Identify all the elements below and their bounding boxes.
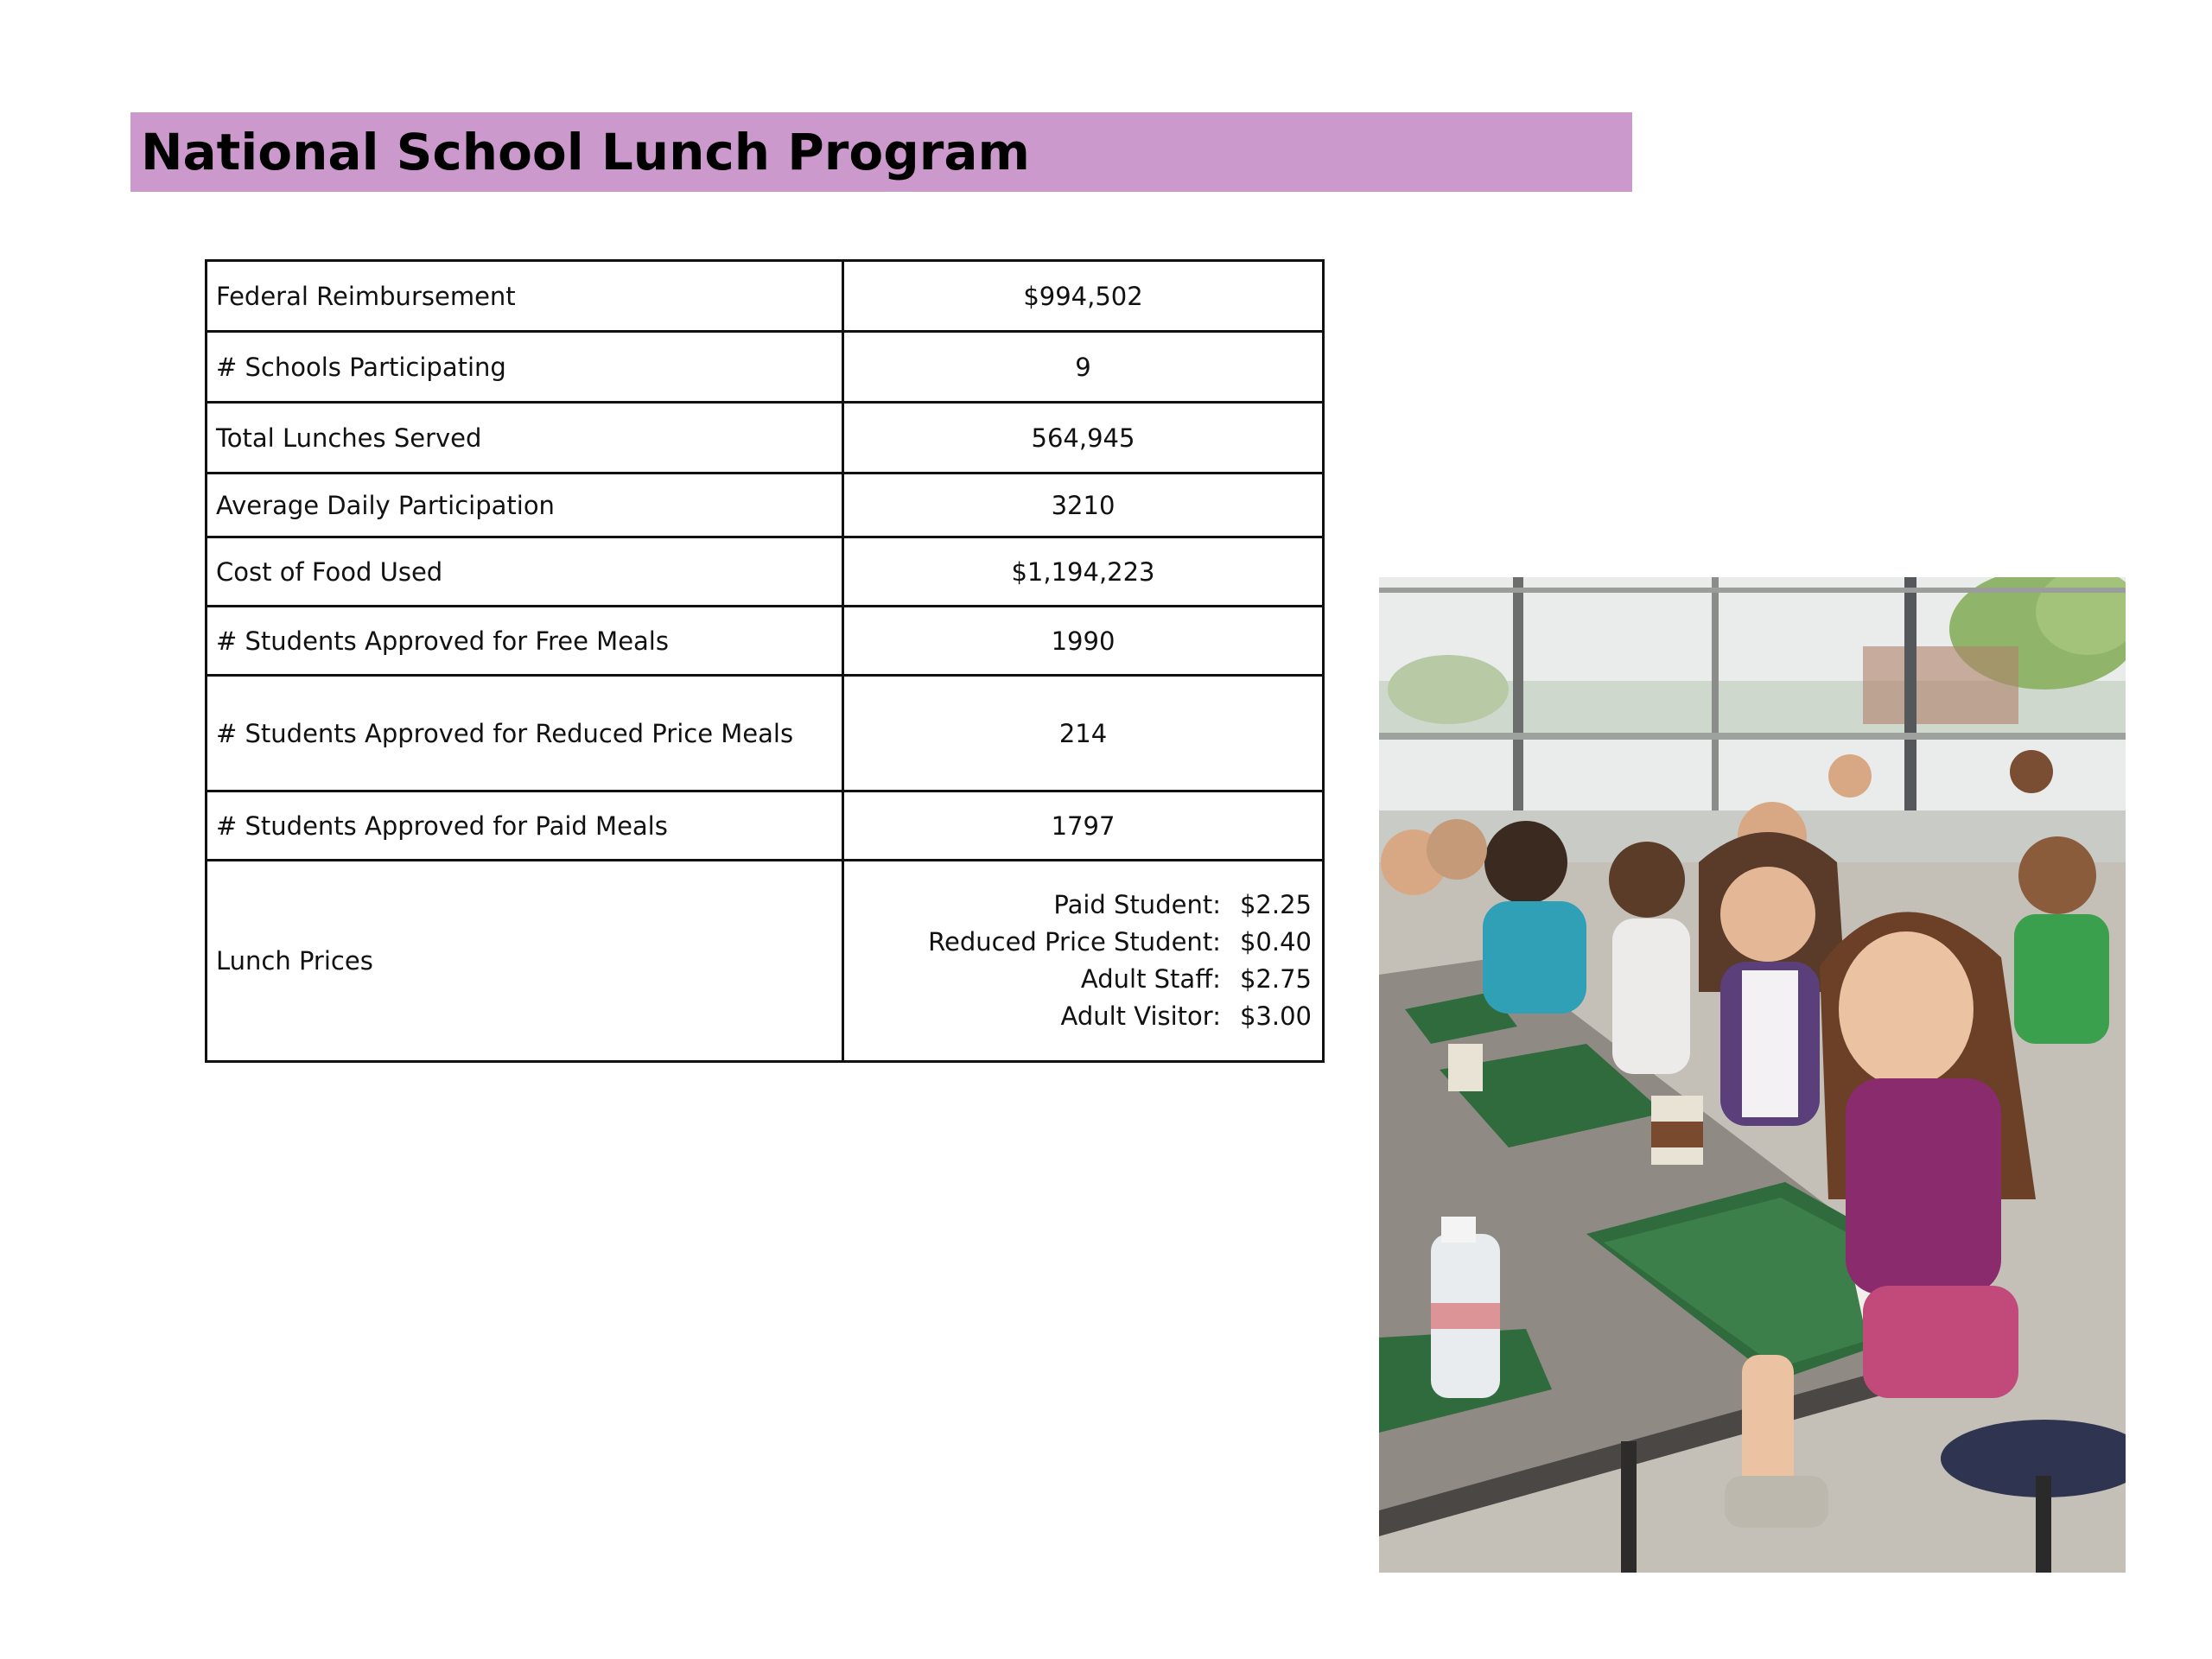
- row-label: Federal Reimbursement: [207, 261, 843, 332]
- title-banner: [130, 112, 1632, 192]
- price-value: $0.40: [1239, 927, 1312, 957]
- table-row: [207, 676, 1324, 791]
- table-row: [207, 537, 1324, 607]
- table-row: [207, 261, 1324, 332]
- price-label: Reduced Price Student:: [928, 927, 1221, 957]
- row-value: 1797: [843, 791, 1324, 861]
- price-label: Adult Visitor:: [1060, 1001, 1221, 1031]
- row-label: # Students Approved for Paid Meals: [207, 791, 843, 861]
- row-label: # Schools Participating: [207, 332, 843, 403]
- price-label: Paid Student:: [1053, 890, 1221, 919]
- row-label: Cost of Food Used: [207, 537, 843, 607]
- table-row: [207, 332, 1324, 403]
- row-value: $994,502: [843, 261, 1324, 332]
- lunch-prices-cell: [843, 861, 1324, 1062]
- row-label: # Students Approved for Free Meals: [207, 607, 843, 676]
- row-label: Average Daily Participation: [207, 474, 843, 537]
- price-label: Adult Staff:: [1080, 964, 1221, 994]
- row-value: $1,194,223: [843, 537, 1324, 607]
- price-value: $2.25: [1239, 890, 1312, 919]
- price-item: [928, 961, 1312, 998]
- program-stats-table: [205, 259, 1325, 1063]
- row-label: Lunch Prices: [207, 861, 843, 1062]
- table-row: [207, 474, 1324, 537]
- table-row: [207, 403, 1324, 474]
- price-value: $2.75: [1239, 964, 1312, 994]
- lunch-prices-list: [853, 887, 1313, 1035]
- row-value: 214: [843, 676, 1324, 791]
- row-value: 564,945: [843, 403, 1324, 474]
- row-label: Total Lunches Served: [207, 403, 843, 474]
- cafeteria-photo-illustration: [1379, 577, 2126, 1573]
- row-value: 9: [843, 332, 1324, 403]
- cafeteria-photo: [1379, 577, 2126, 1573]
- page-title: National School Lunch Program: [141, 123, 1030, 181]
- price-item: [928, 924, 1312, 961]
- row-label: # Students Approved for Reduced Price Meals: [207, 676, 843, 791]
- row-value: 3210: [843, 474, 1324, 537]
- table-row: [207, 607, 1324, 676]
- price-item: [928, 998, 1312, 1035]
- price-value: $3.00: [1239, 1001, 1312, 1031]
- price-item: [928, 887, 1312, 924]
- row-value: 1990: [843, 607, 1324, 676]
- lunch-prices-row: [207, 861, 1324, 1062]
- table-row: [207, 791, 1324, 861]
